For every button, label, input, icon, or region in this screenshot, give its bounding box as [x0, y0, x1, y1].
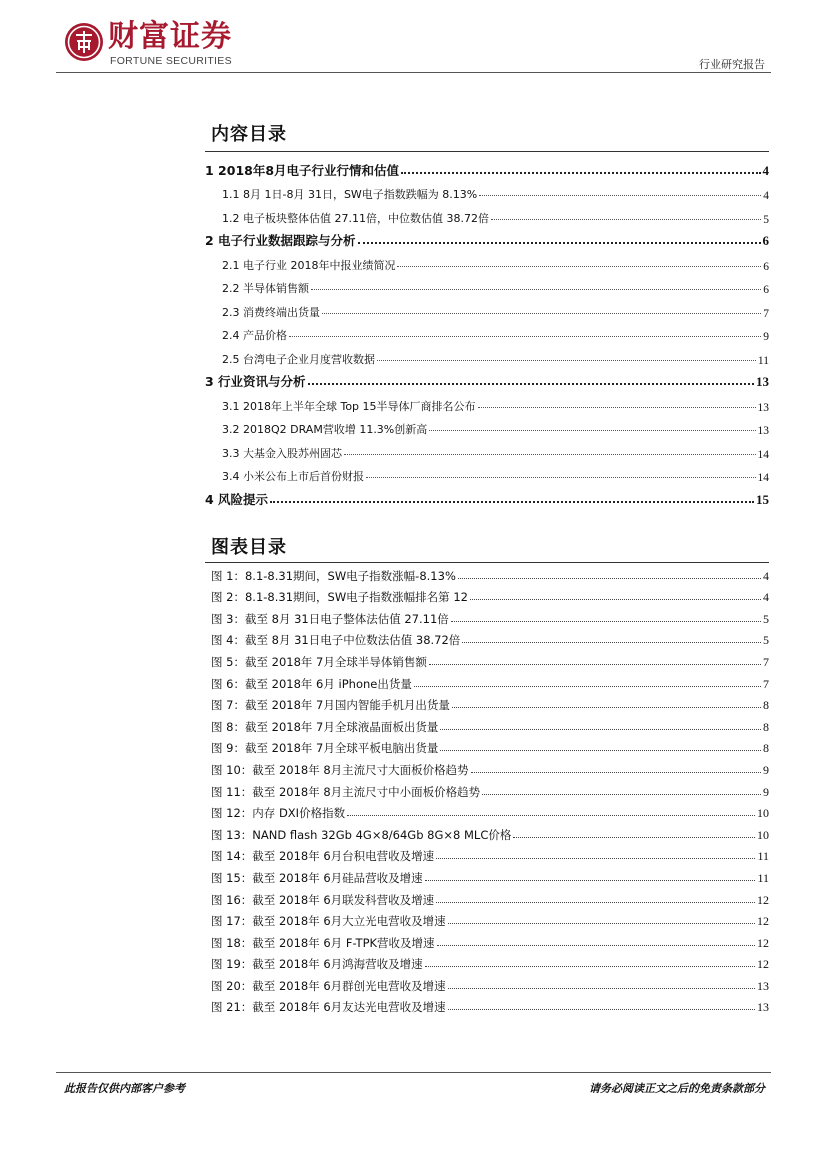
dot-leader — [366, 477, 756, 478]
figure-entry-label: 图 17：截至 2018年 6月大立光电营收及增速 — [211, 914, 446, 929]
toc-entry[interactable] — [205, 367, 769, 391]
figure-entry-page: 4 — [763, 590, 769, 605]
figure-entry-label: 图 7：截至 2018年 7月国内智能手机月出货量 — [211, 698, 450, 713]
figure-entry-label: 图 18：截至 2018年 6月 F-TPK营收及增速 — [211, 935, 435, 950]
dot-leader — [347, 815, 755, 816]
dot-leader — [452, 707, 761, 708]
toc-entry-label: 1.2 电子板块整体估值 27.11倍，中位数估值 38.72倍 — [222, 211, 489, 225]
toc-entry[interactable] — [205, 484, 769, 508]
toc-entry[interactable] — [205, 414, 769, 438]
dot-leader — [440, 729, 761, 730]
dot-leader — [448, 988, 755, 989]
dot-leader — [458, 578, 761, 579]
figure-entry-label: 图 21：截至 2018年 6月友达光电营收及增速 — [211, 1000, 446, 1015]
figure-entry-label: 图 12：内存 DXI价格指数 — [211, 806, 346, 821]
dot-leader — [429, 664, 761, 665]
toc-entry-label: 2.2 半导体销售额 — [222, 282, 309, 295]
toc-entry-label: 2.5 台湾电子企业月度营收数据 — [222, 352, 375, 366]
dot-leader — [344, 454, 756, 455]
figure-entry-page: 11 — [757, 849, 769, 864]
dot-leader — [482, 794, 761, 795]
figure-entry[interactable] — [211, 605, 769, 627]
dot-leader — [470, 599, 761, 600]
figure-entry-page: 11 — [757, 870, 769, 885]
page-header — [0, 0, 827, 80]
toc-entry-page: 6 — [763, 260, 769, 273]
dot-leader — [425, 880, 756, 881]
toc-title-rule — [205, 151, 769, 152]
figure-entry-label: 图 10：截至 2018年 8月主流尺寸大面板价格趋势 — [211, 762, 469, 777]
toc-entry-label: 3.4 小米公布上市后首份财报 — [222, 470, 364, 483]
toc-entry[interactable] — [205, 249, 769, 273]
figure-entry-label: 图 5：截至 2018年 7月全球半导体销售额 — [211, 654, 427, 669]
figure-entry-page: 13 — [757, 1000, 769, 1015]
toc-entry[interactable] — [205, 179, 769, 203]
figure-entry-page: 10 — [757, 806, 769, 821]
figure-entry-page: 8 — [763, 698, 769, 713]
figure-entry-label: 图 13：NAND flash 32Gb 4G×8/64Gb 8G×8 MLC价格 — [211, 827, 512, 842]
toc-entry-label: 4 风险提示 — [205, 491, 269, 507]
toc-entry-page: 13 — [756, 374, 769, 389]
figure-entry-label: 图 6：截至 2018年 6月 iPhone出货量 — [211, 676, 412, 691]
figure-entry-page: 4 — [763, 568, 769, 583]
figure-entry-page: 7 — [763, 676, 769, 691]
figure-entry[interactable] — [211, 821, 769, 843]
toc-entry-page: 5 — [763, 213, 769, 226]
brand-name-en: FORTUNE SECURITIES — [110, 55, 232, 67]
toc-entry[interactable] — [205, 461, 769, 485]
figure-entry-page: 12 — [757, 935, 769, 950]
figure-entry[interactable] — [211, 864, 769, 886]
toc-entry-page: 4 — [763, 190, 769, 202]
figure-entry-label: 图 8：截至 2018年 7月全球液晶面板出货量 — [211, 719, 439, 734]
dot-leader — [462, 642, 761, 643]
figure-entry[interactable] — [211, 756, 769, 778]
toc-entry[interactable] — [205, 343, 769, 367]
dot-leader — [471, 772, 761, 773]
figure-entry[interactable] — [211, 972, 769, 994]
fortune-seal-logo-icon — [64, 22, 104, 62]
figure-entry[interactable] — [211, 735, 769, 757]
figure-entry[interactable] — [211, 929, 769, 951]
toc-entry-page: 14 — [757, 448, 769, 461]
toc-title: 内容目录 — [211, 124, 287, 145]
figure-entry[interactable] — [211, 670, 769, 692]
figure-entry-label: 图 3：截至 8月 31日电子整体法估值 27.11倍 — [211, 611, 449, 626]
toc-entry-label: 3 行业资讯与分析 — [205, 374, 306, 389]
toc-entry-page: 6 — [763, 284, 769, 296]
brand-name-cn: 财富证券 — [108, 19, 232, 54]
dot-leader — [414, 686, 761, 687]
figure-entry-page: 8 — [763, 719, 769, 734]
dot-leader — [440, 750, 761, 751]
toc-entry[interactable] — [205, 226, 769, 250]
figure-entry[interactable] — [211, 627, 769, 649]
toc-entry[interactable] — [205, 155, 769, 179]
figure-entry-page: 12 — [757, 957, 769, 972]
dot-leader — [479, 195, 761, 196]
toc-entry-page: 6 — [762, 233, 769, 248]
footer-internal-notice: 此报告仅供内部客户参考 — [64, 1082, 185, 1095]
figure-entry[interactable] — [211, 562, 769, 584]
figure-entry-label: 图 4：截至 8月 31日电子中位数法估值 38.72倍 — [211, 633, 461, 648]
figure-entry-label: 图 19：截至 2018年 6月鸿海营收及增速 — [211, 957, 423, 972]
dot-leader — [436, 902, 755, 903]
dot-leader — [397, 266, 761, 267]
toc-entry-label: 2 电子行业数据跟踪与分析 — [205, 233, 356, 248]
toc-entry-page: 13 — [757, 401, 769, 414]
figures-title: 图表目录 — [211, 537, 287, 558]
toc-entry-label: 3.2 2018Q2 DRAM营收增 11.3%创新高 — [222, 423, 428, 436]
figure-entry-label: 图 11：截至 2018年 8月主流尺寸中小面板价格趋势 — [211, 784, 481, 799]
figure-entry-page: 12 — [757, 914, 769, 929]
toc-entry-label: 2.3 消费终端出货量 — [222, 305, 320, 319]
figure-entry-page: 12 — [757, 892, 769, 907]
footer-divider — [56, 1072, 771, 1073]
figure-entry[interactable] — [211, 648, 769, 670]
figure-entry[interactable] — [211, 886, 769, 908]
dot-leader — [377, 360, 756, 361]
figure-entry-page: 9 — [763, 784, 769, 799]
dot-leader — [270, 501, 754, 503]
dot-leader — [436, 858, 755, 859]
figure-entry[interactable] — [211, 994, 769, 1016]
figure-entry-label: 图 9：截至 2018年 7月全球平板电脑出货量 — [211, 741, 439, 756]
dot-leader — [448, 923, 755, 924]
figure-entry[interactable] — [211, 843, 769, 865]
footer-disclaimer-notice: 请务必阅读正文之后的免责条款部分 — [589, 1082, 765, 1095]
figure-entry[interactable] — [211, 713, 769, 735]
figure-entry[interactable] — [211, 692, 769, 714]
toc-entry-page: 7 — [763, 307, 769, 320]
toc-entry-page: 15 — [756, 491, 769, 507]
figure-entry[interactable] — [211, 908, 769, 930]
toc-entry-label: 3.1 2018年上半年全球 Top 15半导体厂商排名公布 — [222, 399, 476, 413]
list-of-figures — [211, 562, 769, 1015]
figure-entry-label: 图 1：8.1-8.31期间，SW电子指数涨幅-8.13% — [211, 568, 456, 583]
toc-entry-label: 3.3 大基金入股苏州固芯 — [222, 446, 342, 460]
figure-entry-label: 图 20：截至 2018年 6月群创光电营收及增速 — [211, 978, 446, 993]
dot-leader — [401, 172, 760, 174]
figure-entry-page: 5 — [763, 633, 769, 648]
table-of-contents — [205, 155, 769, 508]
toc-entry-page: 14 — [757, 472, 769, 484]
toc-entry[interactable] — [205, 202, 769, 226]
figure-entry[interactable] — [211, 951, 769, 973]
figure-entry-label: 图 14：截至 2018年 6月台积电营收及增速 — [211, 849, 435, 864]
toc-entry-page: 13 — [757, 425, 769, 437]
figure-entry-page: 7 — [763, 654, 769, 669]
toc-entry[interactable] — [205, 390, 769, 414]
toc-entry-label: 1 2018年8月电子行业行情和估值 — [205, 162, 400, 178]
toc-entry[interactable] — [205, 437, 769, 461]
figure-entry[interactable] — [211, 778, 769, 800]
figure-entry-page: 5 — [763, 611, 769, 626]
figure-entry[interactable] — [211, 584, 769, 606]
dot-leader — [425, 966, 755, 967]
figure-entry[interactable] — [211, 800, 769, 822]
dot-leader — [491, 219, 761, 220]
dot-leader — [308, 383, 754, 385]
toc-entry[interactable] — [205, 320, 769, 344]
figure-entry-label: 图 2：8.1-8.31期间，SW电子指数涨幅排名第 12 — [211, 590, 468, 605]
figure-entry-page: 13 — [757, 978, 769, 993]
dot-leader — [311, 289, 761, 290]
toc-entry[interactable] — [205, 296, 769, 320]
figure-entry-page: 9 — [763, 762, 769, 777]
toc-entry[interactable] — [205, 273, 769, 297]
dot-leader — [451, 621, 761, 622]
dot-leader — [437, 945, 755, 946]
toc-entry-label: 2.1 电子行业 2018年中报业绩简况 — [222, 258, 396, 272]
toc-entry-page: 4 — [762, 162, 769, 178]
toc-entry-page: 11 — [757, 354, 769, 367]
dot-leader — [448, 1009, 755, 1010]
figure-entry-label: 图 16：截至 2018年 6月联发科营收及增速 — [211, 892, 435, 907]
figure-entry-label: 图 15：截至 2018年 6月硅品营收及增速 — [211, 870, 423, 885]
dot-leader — [289, 336, 761, 337]
toc-entry-label: 2.4 产品价格 — [222, 329, 287, 342]
figure-entry-page: 8 — [763, 741, 769, 756]
dot-leader — [322, 313, 761, 314]
dot-leader — [358, 242, 761, 244]
figure-entry-page: 10 — [757, 827, 769, 842]
header-divider — [56, 72, 771, 73]
toc-entry-page: 9 — [763, 331, 769, 343]
dot-leader — [478, 407, 756, 408]
dot-leader — [513, 837, 755, 838]
toc-entry-label: 1.1 8月 1日-8月 31日，SW电子指数跌幅为 8.13% — [222, 188, 478, 201]
dot-leader — [429, 430, 755, 431]
report-type-label: 行业研究报告 — [699, 58, 765, 71]
